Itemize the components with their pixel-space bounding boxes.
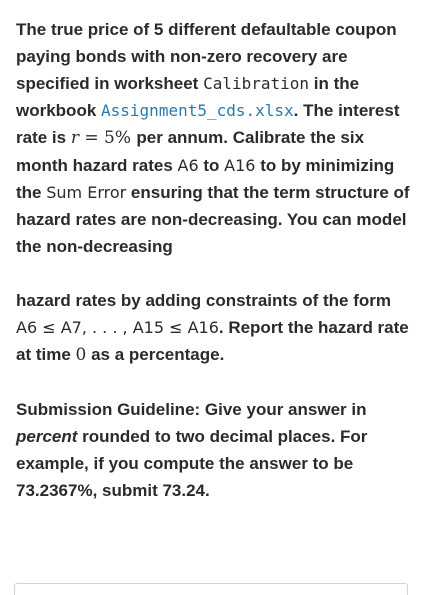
workbook-name: Assignment5_cds.xlsx xyxy=(101,101,294,120)
rate-variable: r xyxy=(70,128,79,148)
guideline-text: rounded to two decimal places. For example, if you compute the answer to be 73.2367%, submit 73.24. xyxy=(16,427,368,500)
question-text: to xyxy=(198,156,225,175)
question-text: ensuring that the term structure of hazard rates are non-decreasing. You can model the non-decreasing xyxy=(16,183,410,256)
guideline-text: Submission Guideline: Give your answer in xyxy=(16,400,367,419)
question-text: The true price of 5 different defaultable coupon paying bonds with non-zero recovery are specified in worksheet xyxy=(16,20,397,93)
question-text: as a percentage. xyxy=(86,345,225,364)
question-paragraph-1 xyxy=(16,16,416,260)
cell-first: A6 xyxy=(177,156,199,175)
rate-equation: = 5% xyxy=(78,128,137,148)
paragraph-spacer xyxy=(16,260,416,287)
question-text: . Report the hazard rate at time xyxy=(16,318,409,364)
rate-math xyxy=(71,128,137,148)
time-value: 0 xyxy=(75,345,87,365)
question-paragraph-2 xyxy=(16,287,416,369)
submission-guideline xyxy=(16,396,416,504)
guideline-emphasis: percent xyxy=(16,427,78,446)
question-text: to by minimizing the xyxy=(16,156,395,202)
question-text: in the workbook xyxy=(16,74,360,120)
objective-name: Sum Error xyxy=(46,183,127,202)
question-text: . The interest rate is xyxy=(16,101,400,147)
worksheet-name: Calibration xyxy=(203,74,310,93)
constraint-expression: A6 ≤ A7, . . . , A15 ≤ A16 xyxy=(16,318,219,337)
question-text: hazard rates by adding constraints of the form xyxy=(16,291,392,310)
answer-input[interactable] xyxy=(14,583,408,595)
paragraph-spacer xyxy=(16,369,416,396)
question-text: per annum. Calibrate the six month hazard rates xyxy=(16,128,365,175)
cell-last: A16 xyxy=(224,156,256,175)
